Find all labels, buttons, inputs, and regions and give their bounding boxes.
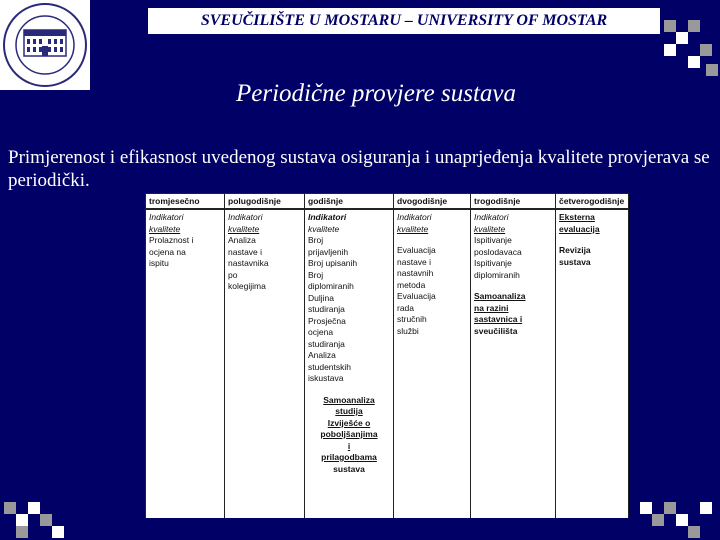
cell-text: Indikatori (228, 212, 263, 222)
header-trogodisnje: trogodišnje (471, 194, 556, 210)
cell-text: Indikatori (474, 212, 509, 222)
cell-text: Prolaznost i (149, 235, 194, 245)
intro-text: Primjerenost i efikasnost uvedenog sustava osiguranja i unaprjeđenja kvalitete provjerava se periodički. (8, 147, 710, 191)
cell-text: Broj (308, 235, 324, 245)
table-header-row (146, 194, 629, 210)
cell-text: diplomiranih (474, 269, 520, 280)
cell-text: Evaluacija (397, 291, 436, 301)
university-banner (148, 8, 660, 34)
cell-text: kvalitete (228, 223, 260, 234)
cell-text: sveučilišta (474, 325, 518, 336)
cell-text: Samoanaliza (323, 394, 375, 405)
header-godisnje: godišnje (305, 194, 394, 210)
cell-trogodisnje (471, 209, 556, 518)
cell-text: Eksterna (559, 212, 595, 222)
table-row (146, 209, 629, 518)
header-dvogodisnje: dvogodišnje (394, 194, 471, 210)
periodic-review-table (145, 193, 629, 518)
cell-text: Ispitivanje (474, 235, 512, 245)
cell-text: rada (397, 302, 415, 313)
cell-text: studentskih (308, 361, 351, 372)
cell-text: službi (397, 325, 419, 336)
cell-text: Izviješće o (327, 417, 371, 428)
cell-text: Duljina (308, 292, 334, 303)
cell-godisnje (305, 209, 394, 518)
cell-text: iskustava (308, 373, 344, 383)
cell-text: kolegijima (228, 281, 266, 291)
cell-text: kvalitete (397, 223, 429, 234)
slide-title: Periodične provjere sustava (235, 80, 517, 107)
cell-text: poslodavaca (474, 246, 522, 257)
cell-text: prijavljenih (308, 246, 349, 257)
cell-text: Broj upisanih (308, 258, 358, 268)
cell-text: studiranja (308, 304, 345, 314)
cell-text: Analiza (228, 235, 256, 245)
cell-dvogodisnje (394, 209, 471, 518)
university-logo (0, 0, 90, 90)
cell-text: na razini (474, 302, 509, 313)
cell-text: metoda (397, 279, 426, 290)
cell-text: sastavnica i (474, 314, 523, 324)
cell-text: sustava (333, 463, 365, 474)
cell-text: studiranja (308, 338, 345, 349)
cell-text: nastavnih (397, 268, 434, 278)
cell-text: Revizija (559, 245, 591, 255)
cell-text: Indikatori (308, 212, 347, 222)
cell-text: evaluacija (559, 223, 600, 234)
cell-text: diplomiranih (308, 281, 354, 291)
cell-text: Prosječna (308, 315, 346, 326)
cell-text: Evaluacija (397, 245, 436, 255)
cell-text: po (228, 269, 238, 280)
cell-text: Indikatori (397, 212, 432, 222)
cell-text: stručnih (397, 314, 427, 324)
cell-text: Analiza (308, 350, 336, 360)
cell-text: Broj (308, 269, 324, 280)
cell-text: Samoanaliza (474, 291, 526, 301)
header-tromjesecno: tromjesečno (146, 194, 225, 210)
cell-text: i (347, 440, 351, 451)
cell-text: Ispitivanje (474, 258, 512, 268)
cell-text: nastavnika (228, 258, 269, 268)
university-name: SVEUČILIŠTE U MOSTARU – UNIVERSITY OF MOSTAR (200, 12, 608, 29)
cell-text: sustava (559, 256, 591, 267)
cell-text: Indikatori (149, 212, 184, 222)
cell-text: ispitu (149, 258, 169, 268)
cell-text: ocjena na (149, 246, 186, 257)
cell-text: nastave i (228, 246, 263, 257)
cell-tromjesecno (146, 209, 225, 518)
cell-text: prilagodbama (321, 452, 377, 462)
cell-text: kvalitete (474, 223, 506, 234)
header-cetverogodisnje: četverogodišnje (556, 194, 629, 210)
cell-text: kvalitete (149, 223, 181, 234)
header-polugodisnje: polugodišnje (225, 194, 305, 210)
cell-cetverogodisnje (556, 209, 629, 518)
cell-polugodisnje (225, 209, 305, 518)
cell-text: poboljšanjima (320, 429, 378, 439)
cell-text: nastave i (397, 256, 432, 267)
cell-text: ocjena (308, 327, 334, 337)
cell-text: kvalitete (308, 223, 340, 234)
cell-text: studija (335, 406, 363, 416)
